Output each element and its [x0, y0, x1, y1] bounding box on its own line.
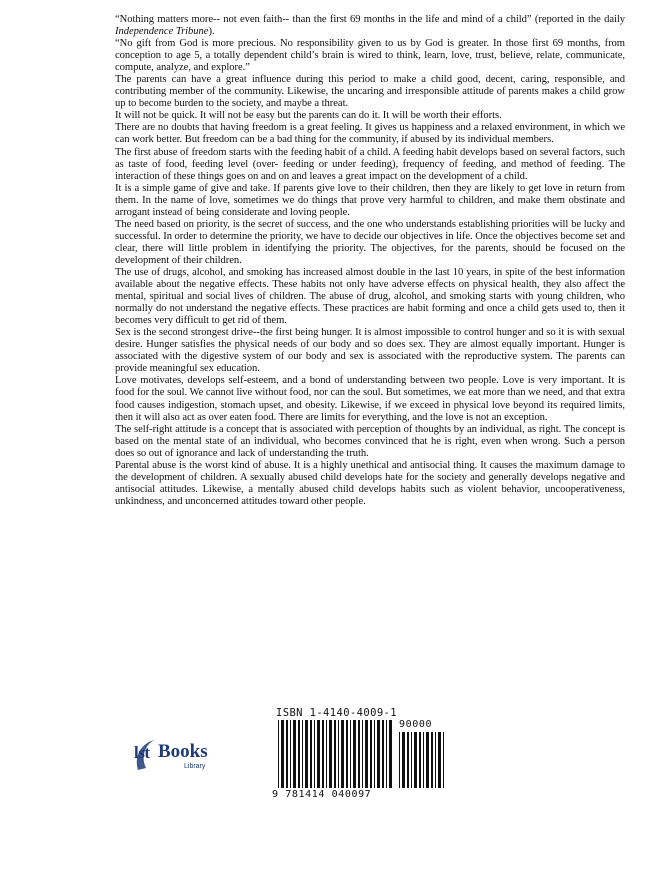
paragraph-not-quick: It will not be quick. It will not be easy but the parents can do it. It will be worth their efforts. — [115, 110, 502, 122]
paragraph-feeding: The first abuse of freedom starts with the feeding habit of a child. A feeding habit develops based on several factors, such as taste of food, feeding level (over- feeding or under feeding), frequency of feeding, and method of feeding. The interaction of these things goes on and on and leaves a great impact on the development of a child. — [115, 146, 625, 182]
source-title: Independence Tribune — [115, 26, 209, 38]
quote-paragraph-2: “No gift from God is more precious. No responsibility given to us by God is greater. In those first 69 months, from conception to age 5, a totally dependent child’s brain is wired to think, learn, love, trust, believe, relate, communicate, compute, analyze, and explore.” — [115, 38, 625, 74]
barcode-bar — [346, 720, 348, 788]
barcode-bar — [281, 720, 284, 788]
blurb-text — [115, 14, 625, 508]
barcode-bar — [353, 720, 356, 788]
paragraph-sex-education: Sex is the second strongest drive--the first being hunger. It is almost impossible to control hunger and so it is with sexual desire. Hunger satisfies the physical needs of our body and so does sex. They are almost equally important. Hunger is associated with the digestive system of our body and sex is associated with the reproductive system. The parents can provide meaningful sex education. — [115, 327, 625, 375]
barcode-bar — [423, 732, 424, 788]
paragraph-priority: The need based on priority, is the secret of success, and the one who understands establishing priorities will be lucky and successful. In order to determine the priority, we have to decide our objectives in life. Once the objectives become set and clear, there will little problem in identifying the priority. The objectives, for the parents, should be focused on the development of their children. — [115, 218, 625, 266]
barcode-bar — [293, 720, 296, 788]
barcode-bar — [338, 720, 339, 788]
paragraph-love: Love motivates, develops self-esteem, and a bond of understanding between two people. Love is very important. It is food for the soul. We cannot live without food, nor can the soul. But sometimes, we eat more than we need, and that extra food causes indigestion, stomach upset, and obesity. Likewise, if we exceed in physical love beyond its required limits, then it will also act as over eaten food. There are limits for everything, and the love is not an exception. — [115, 375, 625, 423]
barcode-bar — [374, 720, 375, 788]
barcode-bar — [399, 732, 400, 788]
barcode-bar — [419, 732, 421, 788]
barcode-bar — [426, 732, 429, 788]
price-code: 90000 — [399, 719, 433, 730]
barcode-bar — [310, 720, 312, 788]
barcode-bar — [305, 720, 308, 788]
barcode-bar — [286, 720, 288, 788]
quote-paragraph-1: “Nothing matters more-- not even faith-- than the first 69 months in the life and mind of a child” (reported in the daily Independence Tribune). — [115, 14, 625, 38]
barcode-bar — [326, 720, 327, 788]
paragraph-give-take: It is a simple game of give and take. If parents give love to their children, then they are likely to get love in return from them. In the name of love, sometimes we do things that prove very harmful to children, and make them obstinate and arrogant instead of being considerate and loving people. — [115, 182, 625, 218]
barcode-bar — [365, 720, 368, 788]
logo-books-text: Books — [158, 741, 208, 762]
isbn-label: ISBN 1-4140-4009-1 — [276, 707, 397, 719]
paragraph-parental-abuse: Parental abuse is the worst kind of abuse. It is a highly unethical and antisocial thing. It causes the maximum damage to the development of children. A sexually abused child develops hate for the society and generally develops negative and antisocial attitudes. Likewise, a mentally abused child develops habits such as violent behavior, uncooperativeness, unkindness, and unconcerned attitudes toward other people. — [115, 459, 625, 507]
ean-number: 9 781414 040097 — [272, 789, 372, 800]
barcode-bar — [341, 720, 344, 788]
barcode-bar — [414, 732, 417, 788]
logo-library-text: Library — [184, 763, 206, 770]
barcode-bar — [443, 732, 444, 788]
barcode-bar — [317, 720, 320, 788]
barcode-bar — [438, 732, 441, 788]
barcode-bar — [407, 732, 409, 788]
barcode-bar — [389, 720, 392, 788]
barcode-bar — [435, 732, 436, 788]
paragraph-parent-influence: The parents can have a great influence during this period to make a child good, decent, caring, responsible, and contributing member of the community. Likewise, the uncaring and irresponsible attitude of parents makes a child grow up to become burden to the society, and maybe a threat. — [115, 74, 625, 110]
barcode-bar — [377, 720, 380, 788]
barcode-bar — [314, 720, 315, 788]
barcode-bar — [290, 720, 291, 788]
barcode-bar — [358, 720, 360, 788]
barcode-bar — [298, 720, 300, 788]
barcode-bar — [350, 720, 351, 788]
barcode-bar — [386, 720, 387, 788]
barcode-bar — [278, 720, 279, 788]
isbn-barcode — [268, 702, 446, 812]
logo-lst-text: lst — [134, 743, 150, 762]
paragraph-self-right: The self-right attitude is a concept that is associated with perception of thoughts by an individual, as right. The concept is based on the mental state of an individual, who becomes convinced that he is right, even when wrong. Such a person does so out of ignorance and lack of understanding the truth. — [115, 423, 625, 459]
barcode-bar — [402, 732, 405, 788]
paragraph-freedom: There are no doubts that having freedom is a great feeling. It gives us happiness and a relaxed environment, in which we can work better. But freedom can be a bad thing for the community, if abused by its individual members. — [115, 122, 625, 146]
barcode-bar — [431, 732, 433, 788]
barcode-bar — [370, 720, 372, 788]
barcode-bar — [329, 720, 332, 788]
barcode-bar — [302, 720, 303, 788]
barcode-bar — [382, 720, 384, 788]
publisher-logo — [132, 736, 242, 776]
barcode-bar — [411, 732, 412, 788]
barcode-bar — [334, 720, 336, 788]
barcode-bar — [362, 720, 363, 788]
barcode-bar — [322, 720, 324, 788]
paragraph-drugs: The use of drugs, alcohol, and smoking has increased almost double in the last 10 years, in spite of the best information available about the negative effects. These habits not only have adverse effects on physical health, they also affect the mental, spiritual and social lives of children. The abuse of drug, alcohol, and smoking starts with young children, who normally do not understand the negative effects. These practices are habit forming and once a child gets used to, then it becomes very difficult to get rid of them. — [115, 266, 625, 327]
